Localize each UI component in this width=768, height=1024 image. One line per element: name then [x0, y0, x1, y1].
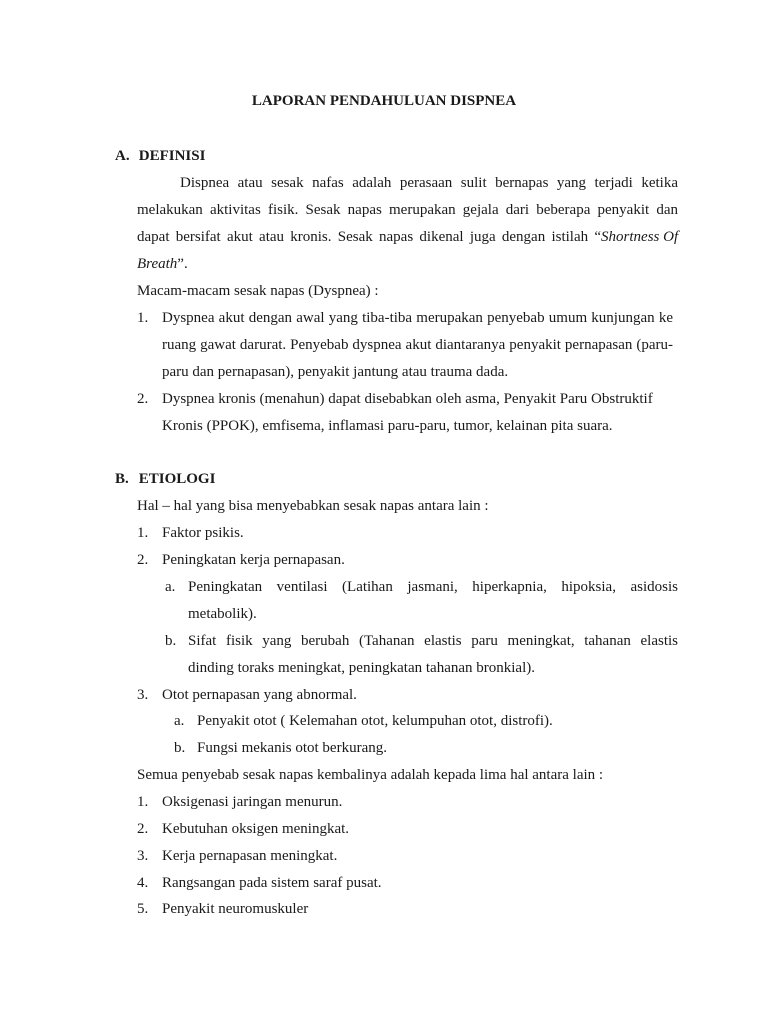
cause-item-3-text: Otot pernapasan yang abnormal.: [162, 687, 357, 703]
cause-item-2b-line-2: dinding toraks meningkat, peningkatan tahanan bronkial).: [188, 660, 535, 676]
summary-item-2-text: Kebutuhan oksigen meningkat.: [162, 821, 350, 837]
cause-item-2-number: 2.: [137, 552, 149, 568]
section-b-marker: B.: [115, 471, 129, 487]
section-b-heading: [115, 469, 215, 489]
definition-end: ”.: [177, 256, 188, 272]
summary-item-3-text: Kerja pernapasan meningkat.: [162, 848, 338, 864]
cause-item-1-text: Faktor psikis.: [162, 525, 244, 541]
summary-item-3-number: 3.: [137, 848, 149, 864]
type-2-line-1: Dyspnea kronis (menahun) dapat disebabkan oleh asma, Penyakit Paru Obstruktif: [162, 391, 653, 407]
types-intro: Macam-macam sesak napas (Dyspnea) :: [137, 283, 379, 299]
cause-item-3b-letter: b.: [174, 740, 186, 756]
definition-line-1: Dispnea atau sesak nafas adalah perasaan sulit bernapas yang terjadi ketika: [180, 175, 678, 191]
type-2-line-2: Kronis (PPOK), emfisema, inflamasi paru-paru, tumor, kelainan pita suara.: [162, 418, 613, 434]
type-1-line-3: paru dan pernapasan), penyakit jantung atau trauma dada.: [162, 364, 509, 380]
summary-item-5-number: 5.: [137, 901, 149, 917]
document-title: LAPORAN PENDAHULUAN DISPNEA: [251, 93, 517, 109]
etiology-intro: Hal – hal yang bisa menyebabkan sesak napas antara lain :: [137, 498, 489, 514]
definition-line-2: melakukan aktivitas fisik. Sesak napas merupakan gejala dari beberapa penyakit dan: [137, 202, 678, 218]
summary-item-1-number: 1.: [137, 794, 149, 810]
summary-item-4-text: Rangsangan pada sistem saraf pusat.: [162, 875, 382, 891]
type-2-number: 2.: [137, 391, 149, 407]
section-a-title: DEFINISI: [138, 148, 206, 164]
cause-item-2a-line-1: Peningkatan ventilasi (Latihan jasmani, hiperkapnia, hipoksia, asidosis: [188, 579, 678, 595]
definition-term-part-2: Breath: [137, 256, 178, 272]
definition-line-3-text: dapat bersifat akut atau kronis. Sesak napas dikenal juga dengan istilah “: [137, 229, 602, 245]
section-b-title: ETIOLOGI: [138, 471, 216, 487]
cause-item-2a-line-2: metabolik).: [188, 606, 257, 622]
summary-item-2-number: 2.: [137, 821, 149, 837]
cause-item-3a-letter: a.: [174, 713, 185, 729]
type-1-line-1: Dyspnea akut dengan awal yang tiba-tiba merupakan penyebab umum kunjungan ke: [162, 310, 673, 326]
cause-item-3b-text: Fungsi mekanis otot berkurang.: [197, 740, 387, 756]
type-1-number: 1.: [137, 310, 149, 326]
cause-item-2-text: Peningkatan kerja pernapasan.: [162, 552, 345, 568]
cause-item-2b-letter: b.: [165, 633, 177, 649]
section-a-marker: A.: [115, 148, 130, 164]
cause-item-2b-line-1: Sifat fisik yang berubah (Tahanan elastis paru meningkat, tahanan elastis: [188, 633, 678, 649]
summary-item-5-text: Penyakit neuromuskuler: [162, 901, 309, 917]
summary-intro: Semua penyebab sesak napas kembalinya adalah kepada lima hal antara lain :: [137, 767, 604, 783]
cause-item-3-number: 3.: [137, 687, 149, 703]
type-1-line-2: ruang gawat darurat. Penyebab dyspnea akut diantaranya penyakit pernapasan (paru-: [162, 337, 673, 353]
summary-item-4-number: 4.: [137, 875, 149, 891]
definition-line-4: [137, 254, 188, 274]
definition-line-3: [137, 227, 678, 247]
section-a-heading: [115, 146, 205, 166]
definition-term-part-1: Shortness Of: [601, 229, 679, 245]
cause-item-1-number: 1.: [137, 525, 149, 541]
cause-item-2a-letter: a.: [165, 579, 176, 595]
cause-item-3a-text: Penyakit otot ( Kelemahan otot, kelumpuhan otot, distrofi).: [197, 713, 553, 729]
summary-item-1-text: Oksigenasi jaringan menurun.: [162, 794, 343, 810]
